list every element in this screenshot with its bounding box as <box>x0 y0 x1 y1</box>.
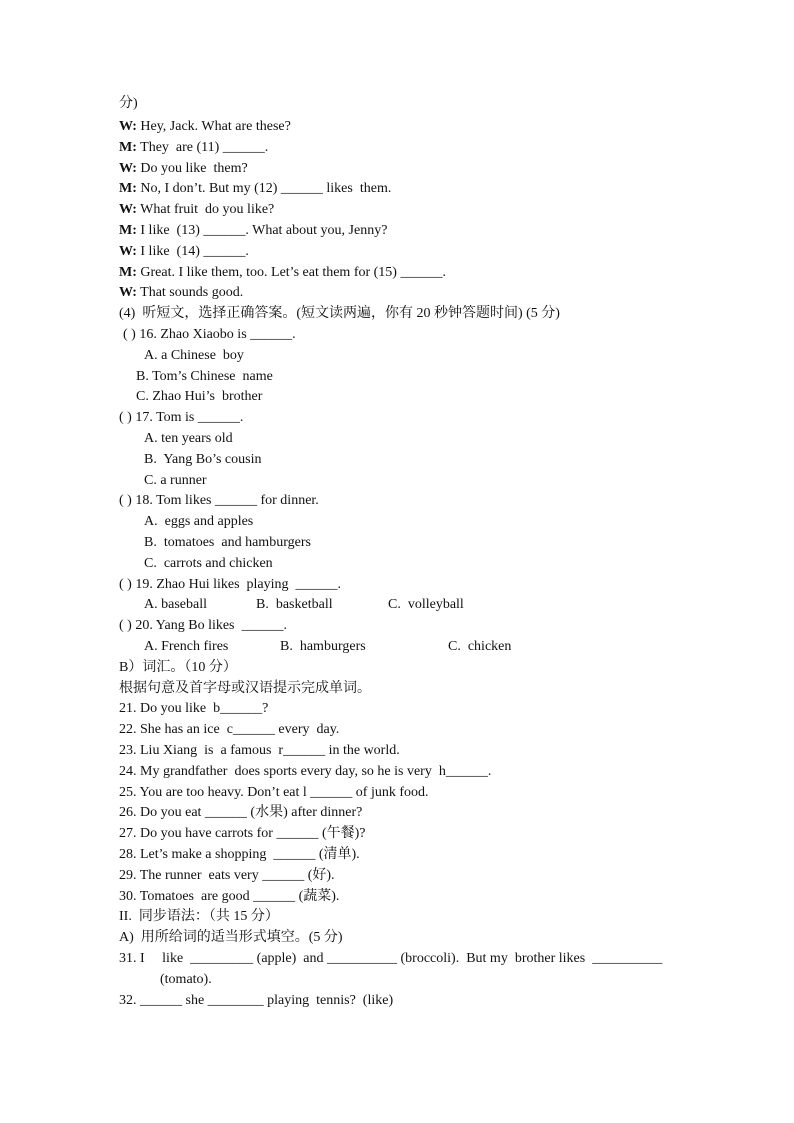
speaker-label: W: <box>119 202 137 217</box>
text-line <box>119 680 371 698</box>
text-line <box>144 347 244 365</box>
line-text: B. tomatoes and hamburgers <box>144 535 311 550</box>
line-text: That sounds good. <box>136 285 244 300</box>
text-line <box>119 118 291 136</box>
text-line <box>123 326 296 344</box>
speaker-label: M: <box>119 181 137 196</box>
text-line <box>119 617 287 635</box>
text-line <box>119 409 243 427</box>
text-line <box>119 846 360 864</box>
text-line <box>119 825 366 843</box>
line-text: 27. Do you have carrots for ______ (午餐)? <box>119 826 366 841</box>
line-text: Do you like them? <box>136 161 248 176</box>
line-text: 25. You are too heavy. Don’t eat l ______ of junk food. <box>119 785 429 800</box>
speaker-label: M: <box>119 223 137 238</box>
text-line <box>144 534 311 552</box>
line-text: A. eggs and apples <box>144 514 254 529</box>
text-line <box>144 638 228 656</box>
text-line <box>144 430 233 448</box>
line-text: II. 同步语法：（共 15 分） <box>119 909 279 924</box>
speaker-label: W: <box>119 244 137 259</box>
text-line <box>119 721 339 739</box>
text-line <box>136 388 262 406</box>
text-line <box>119 763 491 781</box>
line-text: C. carrots and chicken <box>144 556 273 571</box>
line-text: 32. ______ she ________ playing tennis? (like) <box>119 993 394 1008</box>
line-text: 30. Tomatoes are good ______ (蔬菜). <box>119 889 340 904</box>
text-line <box>119 201 274 219</box>
line-text: A. ten years old <box>144 431 233 446</box>
line-text: I like (13) ______. What about you, Jenny? <box>136 223 388 238</box>
line-text: A. French fires <box>144 639 229 654</box>
line-text: They are (11) ______. <box>136 140 269 155</box>
line-text: B. basketball <box>256 597 333 612</box>
line-text: ( ) 20. Yang Bo likes ______. <box>119 618 288 633</box>
text-line <box>119 95 138 113</box>
speaker-label: W: <box>119 119 137 134</box>
line-text: A) 用所给词的适当形式填空。(5 分) <box>119 930 343 945</box>
line-text: C. chicken <box>448 639 512 654</box>
text-line <box>136 368 273 386</box>
text-line <box>119 992 393 1010</box>
line-text: ( ) 16. Zhao Xiaobo is ______. <box>123 327 296 342</box>
line-text: 22. She has an ice c______ every day. <box>119 722 340 737</box>
text-line <box>119 492 319 510</box>
line-text: I like (14) ______. <box>136 244 249 259</box>
text-line <box>119 576 341 594</box>
line-text: B. hamburgers <box>280 639 366 654</box>
text-line <box>119 264 446 282</box>
line-text: 21. Do you like b______? <box>119 701 269 716</box>
line-text: B. Yang Bo’s cousin <box>144 452 262 467</box>
text-line <box>388 596 464 614</box>
line-text: A. baseball <box>144 597 207 612</box>
line-text: 31. I like _________ (apple) and __________ (broccoli). But my brother likes __________ <box>119 951 663 966</box>
text-line <box>144 513 253 531</box>
line-text: (tomato). <box>160 972 212 987</box>
line-text: What fruit do you like? <box>136 202 275 217</box>
text-line <box>119 929 343 947</box>
text-line <box>160 971 212 989</box>
text-line <box>119 659 237 677</box>
text-line <box>119 700 268 718</box>
line-text: C. a runner <box>144 473 207 488</box>
text-line <box>256 596 333 614</box>
line-text: 23. Liu Xiang is a famous r______ in the world. <box>119 743 400 758</box>
line-text: 分) <box>119 96 138 111</box>
line-text: A. a Chinese boy <box>144 348 244 363</box>
text-line <box>119 243 249 261</box>
text-line <box>144 555 273 573</box>
line-text: C. Zhao Hui’s brother <box>136 389 263 404</box>
line-text: Great. I like them, too. Let’s eat them for (15) ______. <box>136 265 446 280</box>
text-line <box>119 908 279 926</box>
text-line <box>119 888 339 906</box>
text-line <box>119 160 248 178</box>
text-line <box>144 596 207 614</box>
line-text: No, I don’t. But my (12) ______ likes them. <box>136 181 392 196</box>
text-line <box>280 638 366 656</box>
line-text: B）词汇。（10 分） <box>119 660 237 675</box>
line-text: 根据句意及首字母或汉语提示完成单词。 <box>119 681 371 696</box>
line-text: ( ) 19. Zhao Hui likes playing ______. <box>119 577 342 592</box>
line-text: (4) 听短文，选择正确答案。(短文读两遍，你有 20 秒钟答题时间) (5 分) <box>119 306 560 321</box>
speaker-label: M: <box>119 140 137 155</box>
speaker-label: W: <box>119 285 137 300</box>
text-line <box>119 139 268 157</box>
text-line <box>119 180 391 198</box>
line-text: ( ) 18. Tom likes ______ for dinner. <box>119 493 319 508</box>
text-line <box>144 451 261 469</box>
text-line <box>119 305 560 323</box>
line-text: C. volleyball <box>388 597 464 612</box>
text-line <box>119 284 243 302</box>
text-line <box>119 950 662 968</box>
speaker-label: M: <box>119 265 137 280</box>
text-line <box>448 638 511 656</box>
speaker-label: W: <box>119 161 137 176</box>
text-line <box>119 742 400 760</box>
line-text: ( ) 17. Tom is ______. <box>119 410 244 425</box>
line-text: 24. My grandfather does sports every day, so he is very h______. <box>119 764 492 779</box>
line-text: 28. Let’s make a shopping ______ (清单). <box>119 847 360 862</box>
line-text: Hey, Jack. What are these? <box>136 119 291 134</box>
line-text: 29. The runner eats very ______ (好). <box>119 868 335 883</box>
text-line <box>144 472 207 490</box>
line-text: B. Tom’s Chinese name <box>136 369 273 384</box>
line-text: 26. Do you eat ______ (水果) after dinner? <box>119 805 363 820</box>
text-line <box>119 784 429 802</box>
text-line <box>119 867 335 885</box>
text-line <box>119 804 362 822</box>
text-line <box>119 222 387 240</box>
